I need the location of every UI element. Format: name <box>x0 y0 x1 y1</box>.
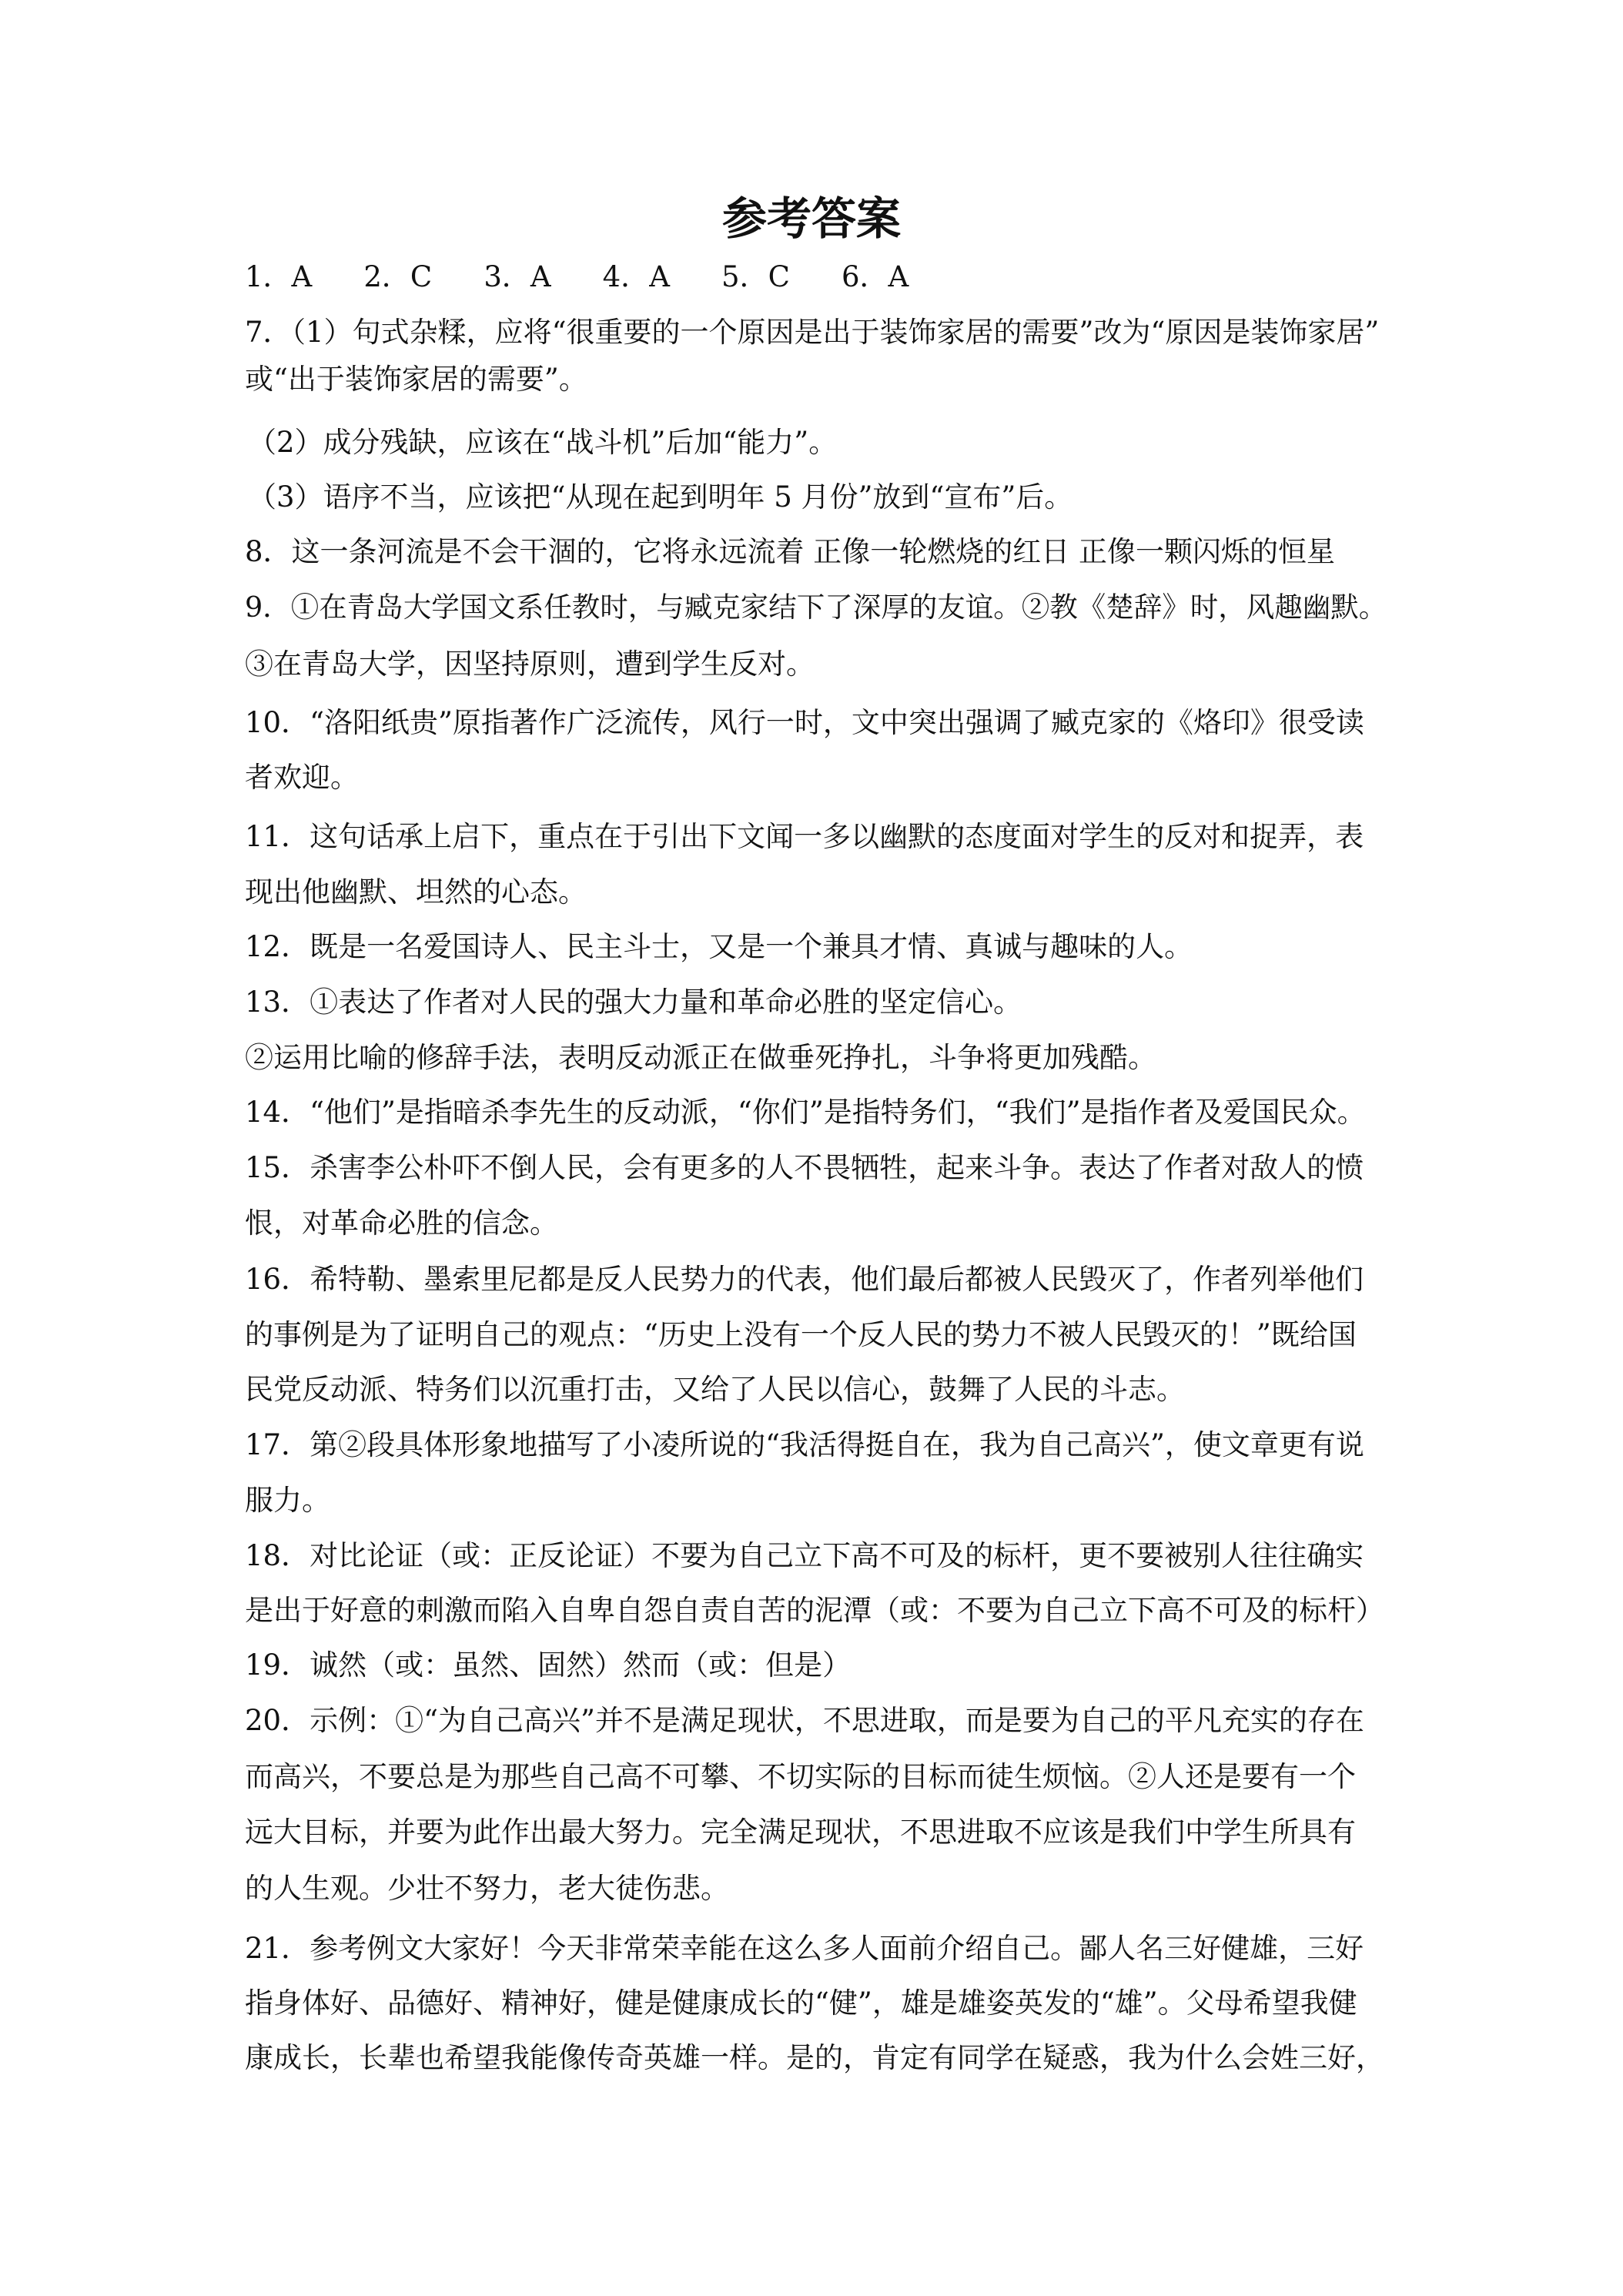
answer-line: 20．示例：①“为自己高兴”并不是满足现状，不思进取，而是要为自己的平凡充实的存在 <box>245 1704 1364 1737</box>
answer-line: 远大目标，并要为此作出最大努力。完全满足现状，不思进取不应该是我们中学生所具有 <box>245 1816 1356 1849</box>
answer-line: 恨，对革命必胜的信念。 <box>245 1207 558 1240</box>
answer-line: 8．这一条河流是不会干涸的，它将永远流着 正像一轮燃烧的红日 正像一颗闪烁的恒星 <box>245 535 1336 568</box>
answer-line: ②运用比喻的修辞手法，表明反动派正在做垂死挣扎，斗争将更加残酷。 <box>245 1041 1156 1074</box>
answer-line: 13．①表达了作者对人民的强大力量和革命必胜的坚定信心。 <box>245 986 1022 1019</box>
mc-answer: 5．C <box>721 260 790 293</box>
answer-line: 服力。 <box>245 1484 330 1517</box>
mc-answer: 3．A <box>484 260 551 293</box>
answer-line: 16．希特勒、墨索里尼都是反人民势力的代表，他们最后都被人民毁灭了，作者列举他们 <box>245 1263 1364 1296</box>
answer-line: 而高兴，不要总是为那些自己高不可攀、不切实际的目标而徒生烦恼。②人还是要有一个 <box>245 1760 1356 1793</box>
answer-line: 11．这句话承上启下，重点在于引出下文闻一多以幽默的态度面对学生的反对和捉弄，表 <box>245 820 1364 853</box>
answer-line: 12．既是一名爱国诗人、民主斗士，又是一个兼具才情、真诚与趣味的人。 <box>245 930 1193 963</box>
answer-line: 或“出于装饰家居的需要”。 <box>245 363 587 396</box>
mc-answer: 4．A <box>602 260 670 293</box>
answer-line: 的人生观。少壮不努力，老大徒伤悲。 <box>245 1872 729 1905</box>
answer-line: ③在青岛大学，因坚持原则，遭到学生反对。 <box>245 648 815 681</box>
answer-line: 14．“他们”是指暗杀李先生的反动派，“你们”是指特务们，“我们”是指作者及爱国民众。 <box>245 1096 1366 1129</box>
mc-answer: 1．A <box>245 260 313 293</box>
answer-line: 现出他幽默、坦然的心态。 <box>245 875 587 909</box>
page-title: 参考答案 <box>721 192 901 245</box>
answer-line: 15．杀害李公朴吓不倒人民，会有更多的人不畏牺牲，起来斗争。表达了作者对敌人的愤 <box>245 1151 1364 1184</box>
answer-line: 是出于好意的刺激而陷入自卑自怨自责自苦的泥潭（或：不要为自己立下高不可及的标杆） <box>245 1594 1384 1627</box>
multiple-choice-answers <box>245 258 956 296</box>
answer-line: 指身体好、品德好、精神好，健是健康成长的“健”，雄是雄姿英发的“雄”。父母希望我健 <box>245 1986 1357 2020</box>
answer-line: 18．对比论证（或：正反论证）不要为自己立下高不可及的标杆，更不要被别人往往确实 <box>245 1539 1364 1572</box>
answer-line: （3）语序不当，应该把“从现在起到明年 5 月份”放到“宣布”后。 <box>248 480 1073 514</box>
answer-line: 17．第②段具体形象地描写了小凌所说的“我活得挺自在，我为自己高兴”，使文章更有说 <box>245 1428 1364 1461</box>
answer-line: 19．诚然（或：虽然、固然）然而（或：但是） <box>245 1648 852 1682</box>
answer-line: 民党反动派、特务们以沉重打击，又给了人民以信心，鼓舞了人民的斗志。 <box>245 1373 1185 1406</box>
answer-line: 9．①在青岛大学国文系任教时，与臧克家结下了深厚的友谊。②教《楚辞》时，风趣幽默。 <box>245 591 1387 624</box>
mc-answer: 2．C <box>363 260 433 293</box>
answer-line: 的事例是为了证明自己的观点：“历史上没有一个反人民的势力不被人民毁灭的！”既给国 <box>245 1318 1357 1351</box>
answer-line: 者欢迎。 <box>245 761 359 794</box>
answer-line: 康成长，长辈也希望我能像传奇英雄一样。是的，肯定有同学在疑惑，我为什么会姓三好， <box>245 2041 1384 2074</box>
mc-answer: 6．A <box>841 260 909 293</box>
answer-line: 7．（1）句式杂糅，应将“很重要的一个原因是出于装饰家居的需要”改为“原因是装饰家居” <box>245 316 1380 349</box>
answer-line: （2）成分残缺，应该在“战斗机”后加“能力”。 <box>248 426 838 459</box>
answer-line: 21．参考例文大家好！今天非常荣幸能在这么多人面前介绍自己。鄙人名三好健雄，三好 <box>245 1932 1364 1965</box>
answer-line: 10．“洛阳纸贵”原指著作广泛流传，风行一时，文中突出强调了臧克家的《烙印》很受读 <box>245 706 1364 739</box>
